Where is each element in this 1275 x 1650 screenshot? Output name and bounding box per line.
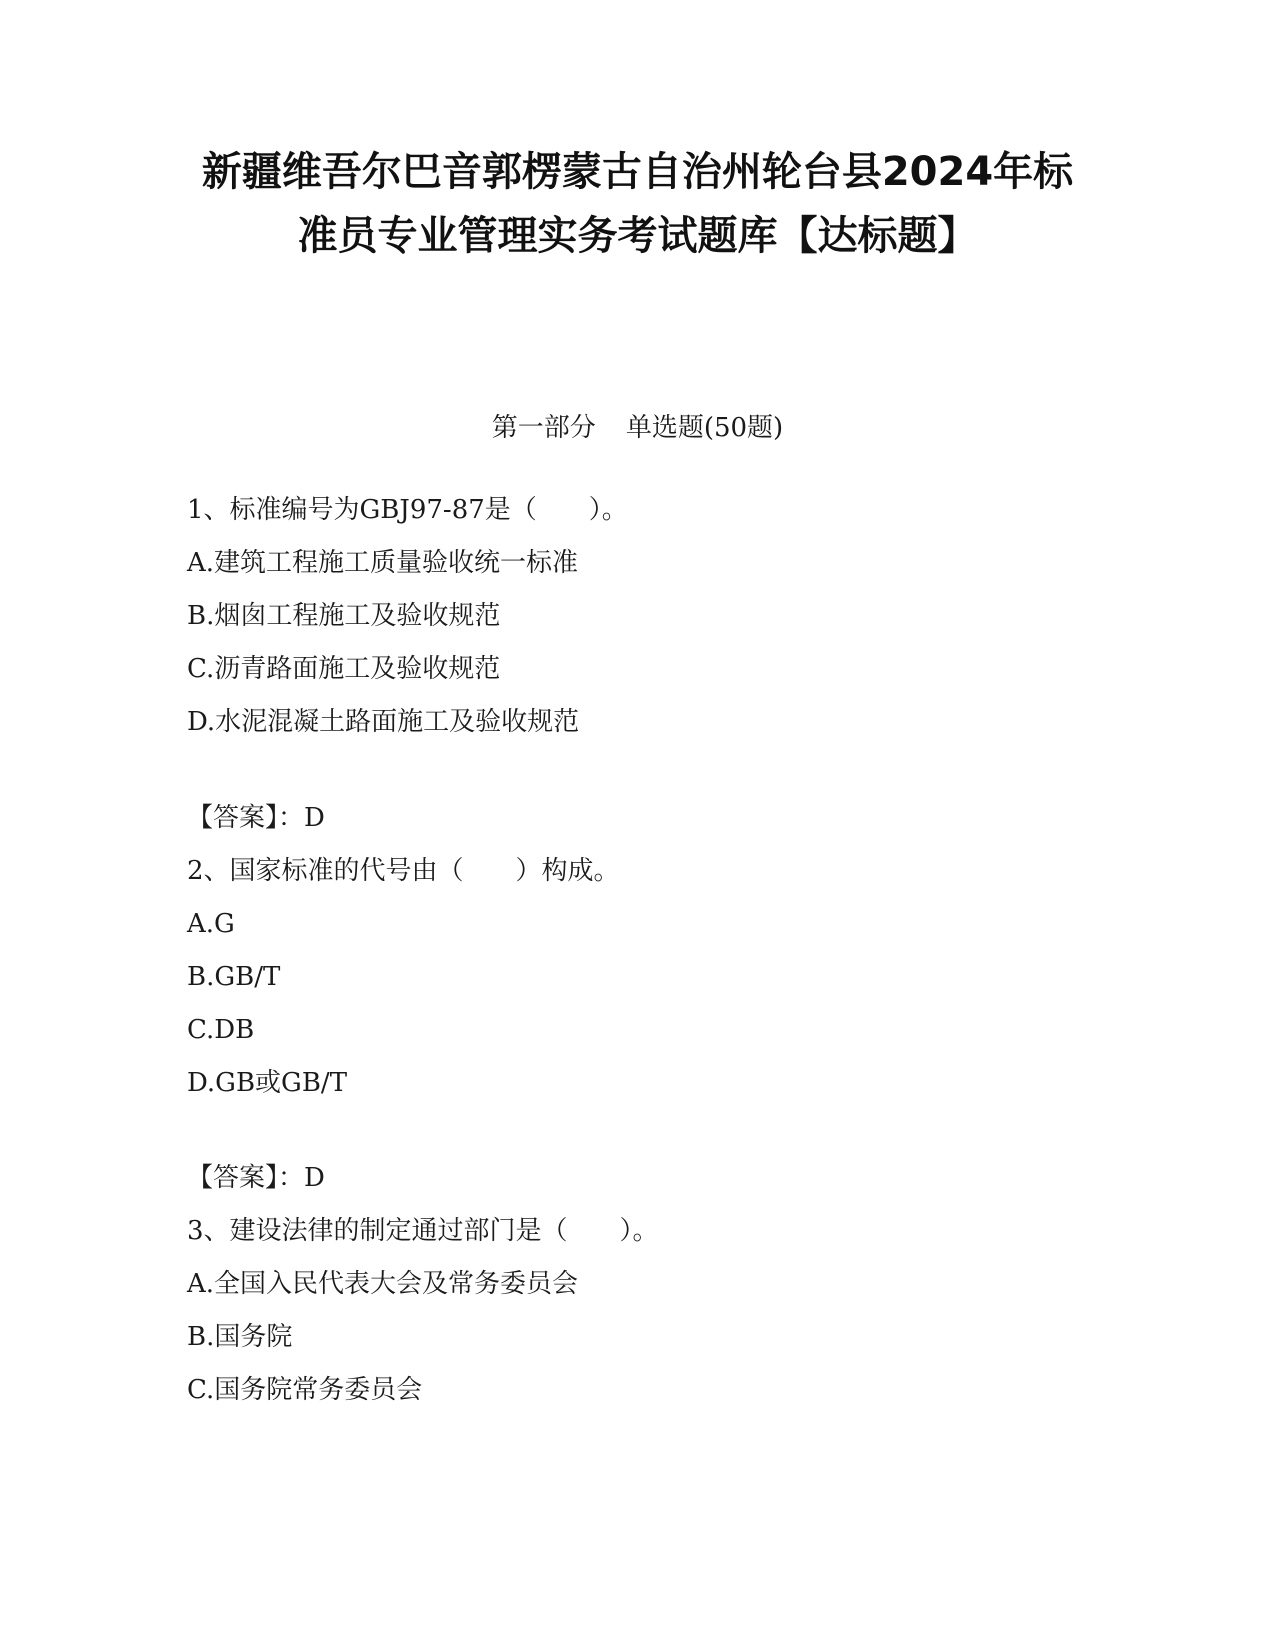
section-heading: [0, 410, 1275, 446]
question-1-answer: 【答案】：D: [187, 803, 325, 833]
question-2-option-c: C.DB: [187, 1015, 255, 1045]
question-1-option-d: D.水泥混凝土路面施工及验收规范: [187, 707, 580, 737]
question-1-option-b: B.烟囱工程施工及验收规范: [187, 601, 501, 631]
document-title-line-2: 准员专业管理实务考试题库【达标题】: [297, 213, 978, 259]
question-3-option-a: A.全国入民代表大会及常务委员会: [187, 1269, 579, 1299]
section-part: 第一部分: [491, 413, 596, 443]
document-title-line-1: 新疆维吾尔巴音郭楞蒙古自治州轮台县2024年标: [201, 149, 1074, 195]
question-2-option-b: B.GB/T: [187, 962, 281, 992]
question-3-option-c: C.国务院常务委员会: [187, 1375, 423, 1405]
question-2-stem: 2、国家标准的代号由（ ）构成。: [187, 856, 620, 886]
question-2-option-a: A.G: [187, 909, 235, 939]
question-3-stem: 3、建设法律的制定通过部门是（ ）。: [187, 1216, 659, 1246]
question-1-option-a: A.建筑工程施工质量验收统一标准: [187, 548, 579, 578]
question-2-option-d: D.GB或GB/T: [187, 1068, 348, 1098]
question-3-option-b: B.国务院: [187, 1322, 293, 1352]
section-name: 单选题(50题): [625, 413, 784, 443]
question-2-answer: 【答案】：D: [187, 1163, 325, 1193]
question-1-stem: 1、标准编号为GBJ97-87是（ ）。: [187, 495, 628, 525]
document-title: [150, 140, 1125, 268]
question-1-option-c: C.沥青路面施工及验收规范: [187, 654, 501, 684]
